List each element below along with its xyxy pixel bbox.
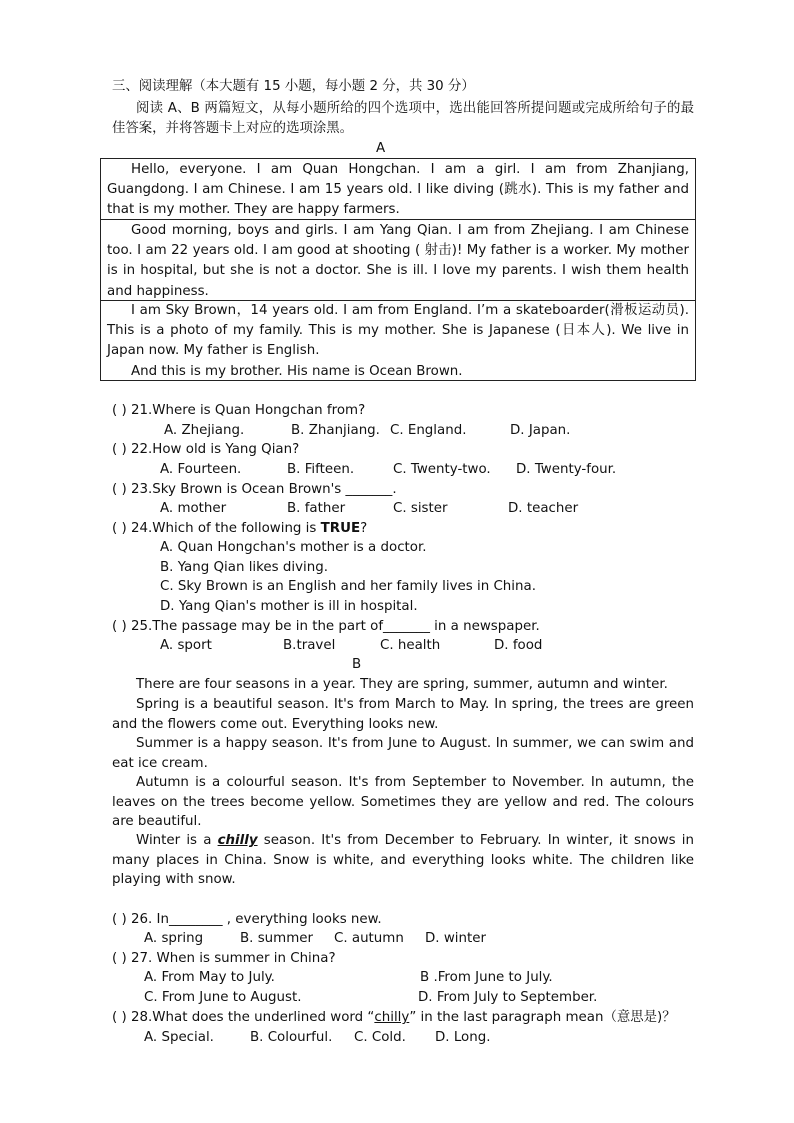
question-stem: 23.Sky Brown is Ocean Brown's _______. [130, 482, 397, 497]
q24-option-c: C. Sky Brown is an English and her family lives in China. [160, 579, 536, 594]
passage-a-label: A [376, 141, 386, 156]
passage-a-box-2 [100, 219, 696, 301]
q22-option-d: D. Twenty-four. [516, 462, 617, 477]
passage-a-box-3 [100, 300, 696, 381]
q21-option-c: C. England. [390, 423, 467, 438]
passage-b-label: B [352, 657, 362, 672]
answer-blank[interactable]: ( ) [112, 912, 127, 927]
q23-option-b: B. father [287, 501, 346, 516]
question-24 [112, 519, 367, 539]
question-stem-suffix: ? [360, 521, 368, 536]
q27-option-b: B .From June to July. [420, 970, 553, 985]
question-stem-bold: TRUE [320, 521, 361, 536]
paragraph-5-prefix: Winter is a [136, 833, 218, 848]
q21-option-a: A. Zhejiang. [164, 423, 245, 438]
question-28 [112, 1008, 676, 1028]
q28-option-c: C. Cold. [354, 1030, 406, 1045]
answer-blank[interactable]: ( ) [112, 482, 127, 497]
question-stem: 27. When is summer in China? [130, 951, 336, 966]
paragraph-5-suffix: season. It's from December to February. In winter, it snows in many places in China. Snow is white, and everything looks white. The children like playing with snow. [112, 833, 694, 888]
q21-option-b: B. Zhanjiang. [291, 423, 380, 438]
question-23 [112, 480, 397, 500]
question-stem: 21.Where is Quan Hongchan from? [130, 403, 366, 418]
q24-option-a: A. Quan Hongchan's mother is a doctor. [160, 540, 427, 555]
question-stem: 26. In________ , everything looks new. [130, 912, 382, 927]
q22-option-b: B. Fifteen. [287, 462, 355, 477]
passage-a-paragraph-4: And this is my brother. His name is Ocean Brown. [131, 363, 463, 379]
q22-option-a: A. Fourteen. [160, 462, 242, 477]
answer-blank[interactable]: ( ) [112, 1010, 127, 1025]
q26-option-a: A. spring [144, 931, 204, 946]
question-stem: 25.The passage may be in the part of_______ in a newspaper. [130, 619, 540, 634]
answer-blank[interactable]: ( ) [112, 442, 127, 457]
q27-option-c: C. From June to August. [144, 990, 302, 1005]
answer-blank[interactable]: ( ) [112, 619, 127, 634]
passage-b-paragraph-1: There are four seasons in a year. They are spring, summer, autumn and winter. [136, 677, 668, 692]
q21-option-d: D. Japan. [510, 423, 571, 438]
answer-blank[interactable]: ( ) [112, 521, 127, 536]
passage-a-paragraph-3: I am Sky Brown，14 years old. I am from England. I’m a skateboarder(滑板运动员). This is a photo of my family. This is my mother. She is Japanese (日本人). We live in Japan now. My father is English. [107, 303, 689, 359]
q25-option-a: A. sport [160, 638, 212, 653]
answer-blank[interactable]: ( ) [112, 951, 127, 966]
passage-a-paragraph-1: Hello, everyone. I am Quan Hongchan. I am a girl. I am from Zhanjiang, Guangdong. I am Chinese. I am 15 years old. I like diving (跳水). This is my father and that is my mother. They are happy farmers. [107, 162, 689, 218]
question-stem-suffix: ” in the last paragraph mean（意思是)？ [409, 1010, 676, 1025]
q23-option-a: A. mother [160, 501, 227, 516]
question-25 [112, 617, 540, 637]
section-instruction: 阅读 A、B 两篇短文，从每小题所给的四个选项中，选出能回答所提问题或完成所给句子的最佳答案，并将答题卡上对应的选项涂黑。 [112, 101, 694, 136]
question-26 [112, 910, 382, 930]
q28-option-a: A. Special. [144, 1030, 214, 1045]
answer-blank[interactable]: ( ) [112, 403, 127, 418]
passage-b-paragraph-5 [112, 831, 694, 890]
underlined-word-chilly: chilly [217, 833, 258, 848]
q24-option-b: B. Yang Qian likes diving. [160, 560, 328, 575]
q26-option-c: C. autumn [334, 931, 404, 946]
passage-a-box-1 [100, 158, 696, 220]
q27-option-a: A. From May to July. [144, 970, 275, 985]
question-22 [112, 440, 299, 460]
q25-option-b: B.travel [283, 638, 336, 653]
q24-option-d: D. Yang Qian's mother is ill in hospital. [160, 599, 418, 614]
passage-b-paragraph-3: Summer is a happy season. It's from June to August. In summer, we can swim and eat ice cream. [112, 736, 694, 771]
q26-option-d: D. winter [425, 931, 486, 946]
q22-option-c: C. Twenty-two. [393, 462, 491, 477]
q28-option-d: D. Long. [435, 1030, 491, 1045]
question-stem-prefix: 24.Which of the following is [130, 521, 321, 536]
passage-a-paragraph-2: Good morning, boys and girls. I am Yang Qian. I am from Zhejiang. I am Chinese too. I am 22 years old. I am good at shooting ( 射击)! My father is a worker. My mother is in hospital, but she is not a doctor. She is ill. I love my parents. I wish them health and happiness. [107, 223, 689, 299]
q23-option-d: D. teacher [508, 501, 579, 516]
question-stem: 22.How old is Yang Qian? [130, 442, 300, 457]
question-27 [112, 949, 336, 969]
passage-b-paragraph-4: Autumn is a colourful season. It's from September to November. In autumn, the leaves on the trees become yellow. Sometimes they are yellow and red. The colours are beautiful. [112, 775, 694, 830]
q25-option-c: C. health [380, 638, 441, 653]
question-stem-prefix: 28.What does the underlined word “ [130, 1010, 375, 1025]
section-title: 三、阅读理解（本大题有 15 小题，每小题 2 分，共 30 分） [112, 79, 475, 94]
q26-option-b: B. summer [240, 931, 313, 946]
q27-option-d: D. From July to September. [418, 990, 598, 1005]
q28-option-b: B. Colourful. [250, 1030, 333, 1045]
underlined-word-chilly-ref: chilly [374, 1010, 410, 1025]
passage-b-paragraph-2: Spring is a beautiful season. It's from March to May. In spring, the trees are green and the flowers come out. Everything looks new. [112, 697, 694, 732]
q25-option-d: D. food [494, 638, 543, 653]
question-21 [112, 401, 365, 421]
q23-option-c: C. sister [393, 501, 448, 516]
